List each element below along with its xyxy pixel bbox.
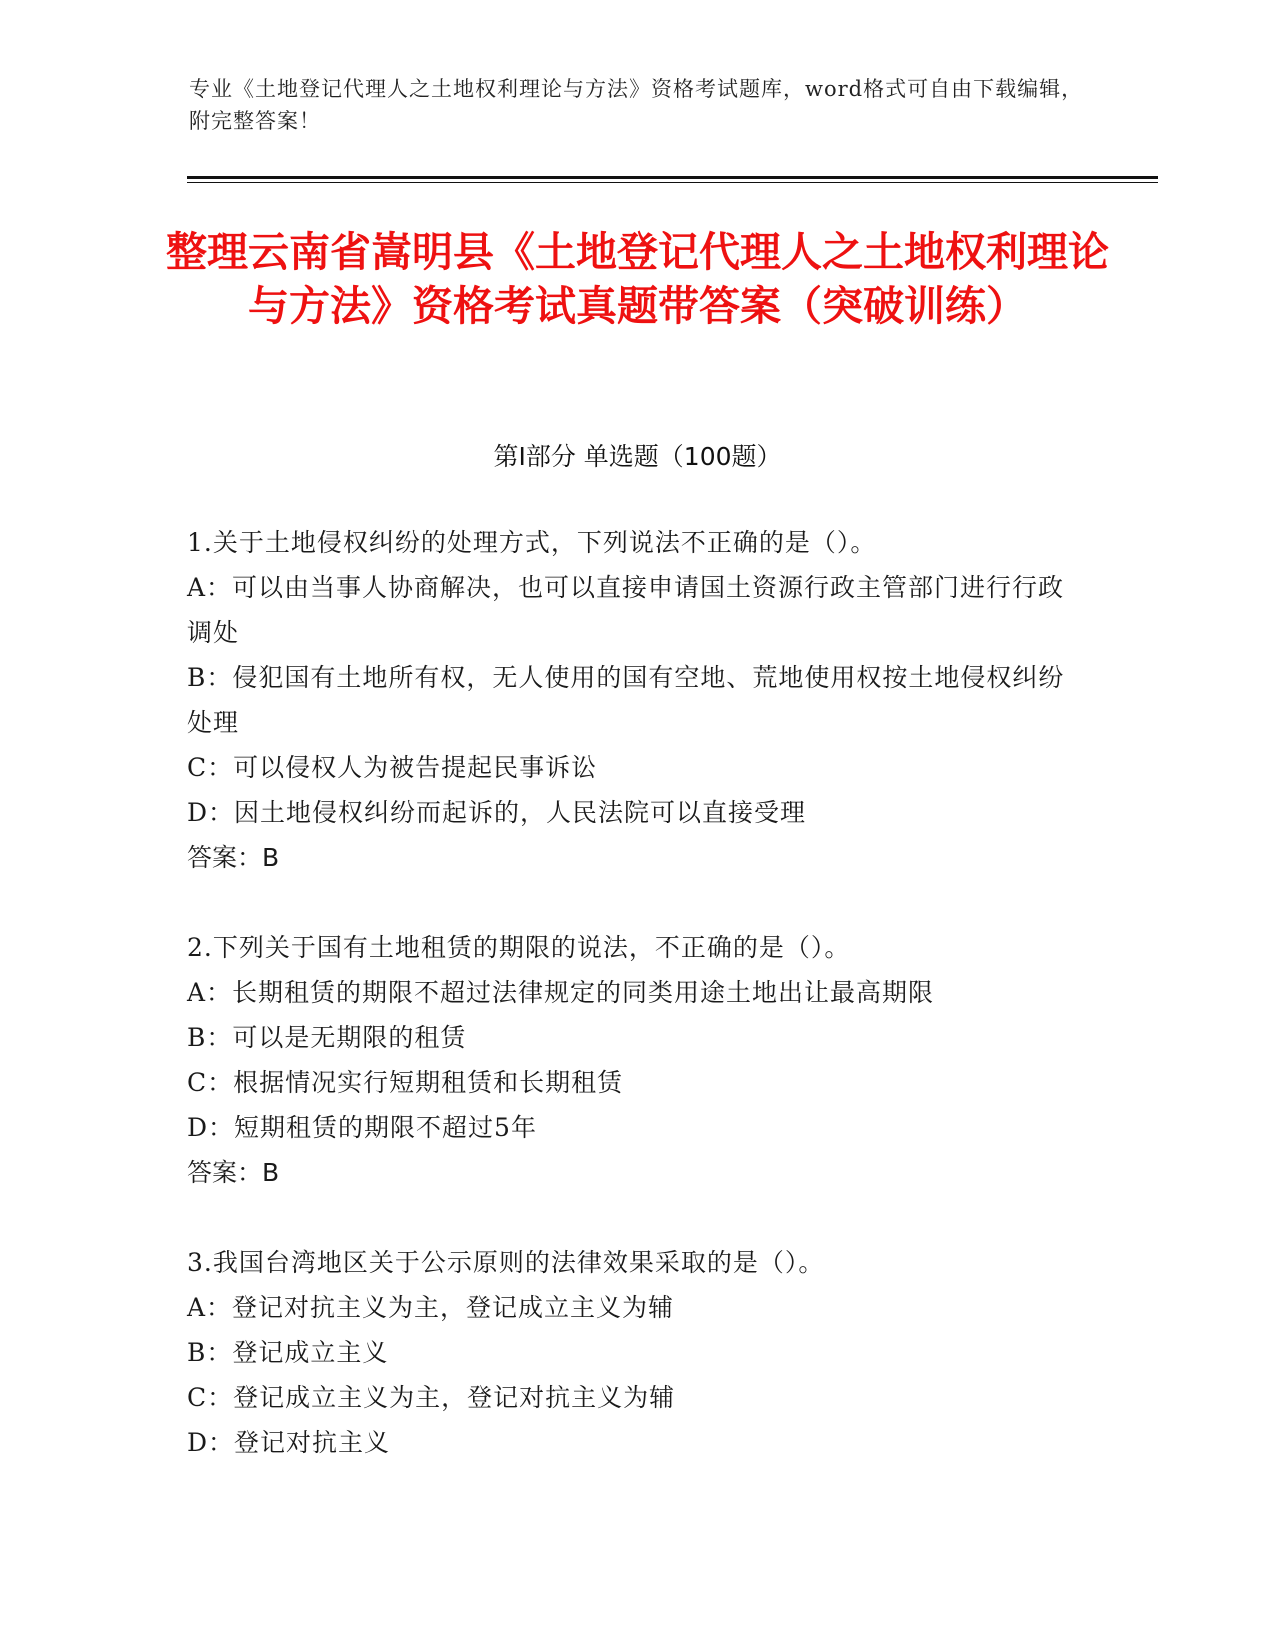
header-note: 专业《土地登记代理人之土地权利理论与方法》资格考试题库，word格式可自由下载编辑，附完整答案！ bbox=[189, 77, 1084, 133]
option-b: B：登记成立主义 bbox=[187, 1338, 389, 1367]
question-stem: 2.下列关于国有土地租赁的期限的说法，不正确的是（）。 bbox=[187, 933, 851, 962]
answer-line: 答案：B bbox=[187, 1158, 280, 1187]
question-stem: 1.关于土地侵权纠纷的处理方式，下列说法不正确的是（）。 bbox=[187, 528, 877, 557]
option-a: A：可以由当事人协商解决，也可以直接申请国土资源行政主管部门进行行政调处 bbox=[187, 573, 1065, 647]
option-b: B：侵犯国有土地所有权，无人使用的国有空地、荒地使用权按土地侵权纠纷处理 bbox=[187, 663, 1065, 737]
option-d: D：登记对抗主义 bbox=[187, 1428, 391, 1457]
answer-line: 答案：B bbox=[187, 843, 280, 872]
question-stem: 3.我国台湾地区关于公示原则的法律效果采取的是（）。 bbox=[187, 1248, 825, 1277]
question-2 bbox=[187, 925, 1087, 1195]
header-divider-thin bbox=[187, 182, 1158, 183]
option-d: D：因土地侵权纠纷而起诉的，人民法院可以直接受理 bbox=[187, 798, 807, 827]
option-d: D：短期租赁的期限不超过5年 bbox=[187, 1113, 537, 1142]
header-divider-thick bbox=[187, 176, 1158, 179]
option-b: B：可以是无期限的租赁 bbox=[187, 1023, 467, 1052]
option-c: C：登记成立主义为主，登记对抗主义为辅 bbox=[187, 1383, 676, 1412]
option-a: A：登记对抗主义为主，登记成立主义为辅 bbox=[187, 1293, 675, 1322]
option-c: C：根据情况实行短期租赁和长期租赁 bbox=[187, 1068, 624, 1097]
section-title: 第Ⅰ部分 单选题（100题） bbox=[493, 442, 782, 471]
question-1 bbox=[187, 520, 1087, 880]
option-a: A：长期租赁的期限不超过法律规定的同类用途土地出让最高期限 bbox=[187, 978, 935, 1007]
document-title: 整理云南省嵩明县《土地登记代理人之土地权利理论与方法》资格考试真题带答案（突破训练） bbox=[166, 228, 1109, 330]
question-3 bbox=[187, 1240, 1087, 1465]
option-c: C：可以侵权人为被告提起民事诉讼 bbox=[187, 753, 598, 782]
